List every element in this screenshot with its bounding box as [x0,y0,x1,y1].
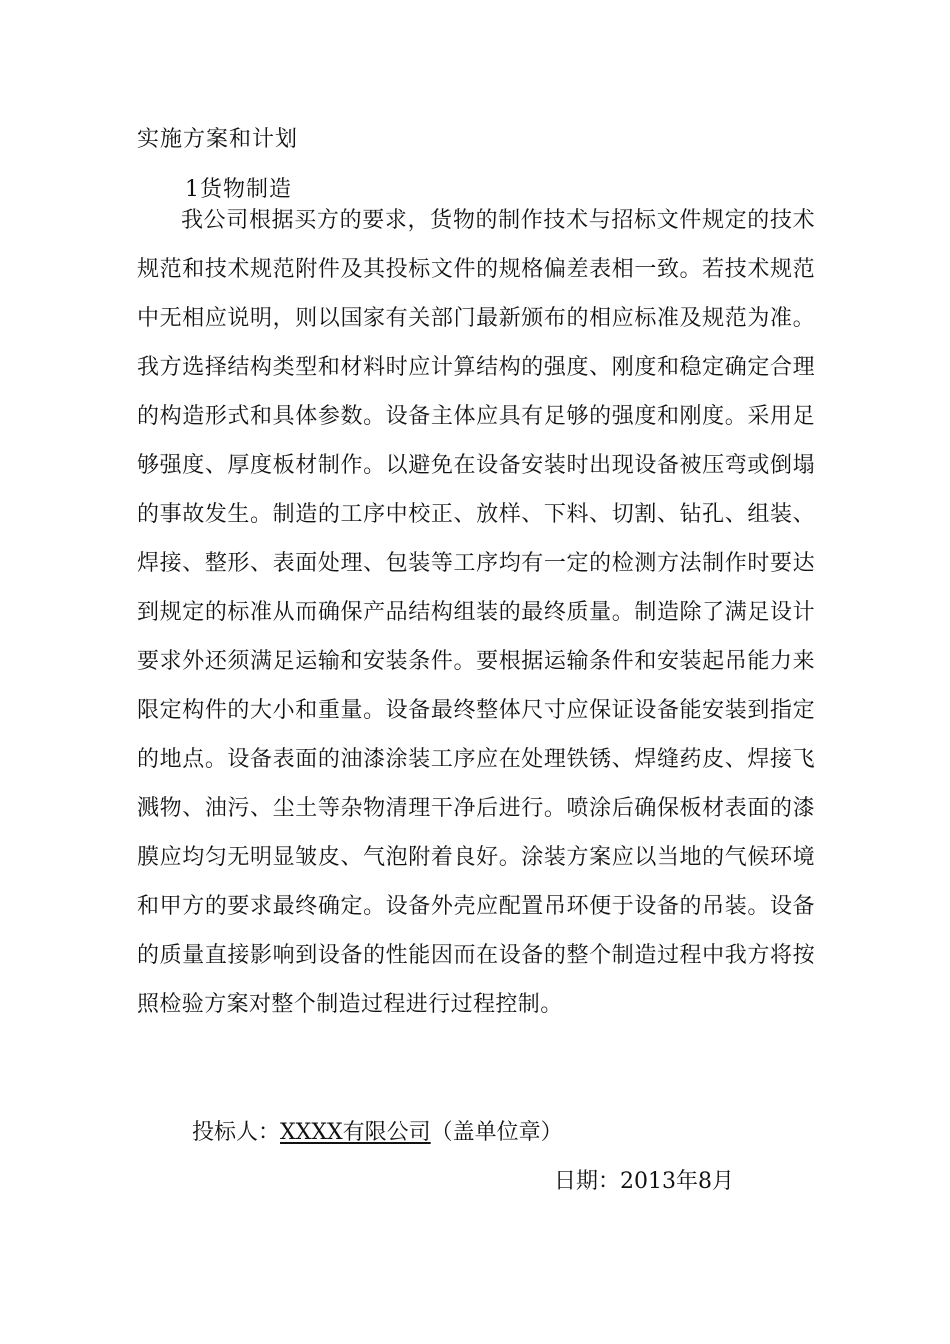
document-title: 实施方案和计划 [137,127,299,152]
date-line: 日期：2013年8月 [554,1169,734,1194]
bidder-label: 投标人： [192,1120,281,1145]
body-paragraph: 我公司根据买方的要求，货物的制作技术与招标文件规定的技术规范和技术规范附件及其投标文件的规格偏差表相一致。若技术规范中无相应说明，则以国家有关部门最新颁布的相应标准及规范为准。我方选择结构类型和材料时应计算结构的强度、刚度和稳定确定合理的构造形式和具体参数。设备主体应具有足够的强度和刚度。采用足够强度、厚度板材制作。以避免在设备安装时出现设备被压弯或倒塌的事故发生。制造的工序中校正、放样、下料、切割、钻孔、组装、焊接、整形、表面处理、包装等工序均有一定的检测方法制作时要达到规定的标准从而确保产品结构组装的最终质量。制造除了满足设计要求外还须满足运输和安装条件。要根据运输条件和安装起吊能力来限定构件的大小和重量。设备最终整体尺寸应保证设备能安装到指定的地点。设备表面的油漆涂装工序应在处理铁锈、焊缝药皮、焊接飞溅物、油污、尘土等杂物清理干净后进行。喷涂后确保板材表面的漆膜应均匀无明显皱皮、气泡附着良好。涂装方案应以当地的气候环境和甲方的要求最终确定。设备外壳应配置吊环便于设备的吊装。设备的质量直接影响到设备的性能因而在设备的整个制造过程中我方将按照检验方案对整个制造过程进行过程控制。 [137,208,815,1017]
section-heading: 1货物制造 [185,177,292,202]
company-name: XXXX有限公司 [280,1120,431,1145]
seal-note: （盖单位章） [430,1120,563,1145]
bidder-line [192,1117,563,1149]
